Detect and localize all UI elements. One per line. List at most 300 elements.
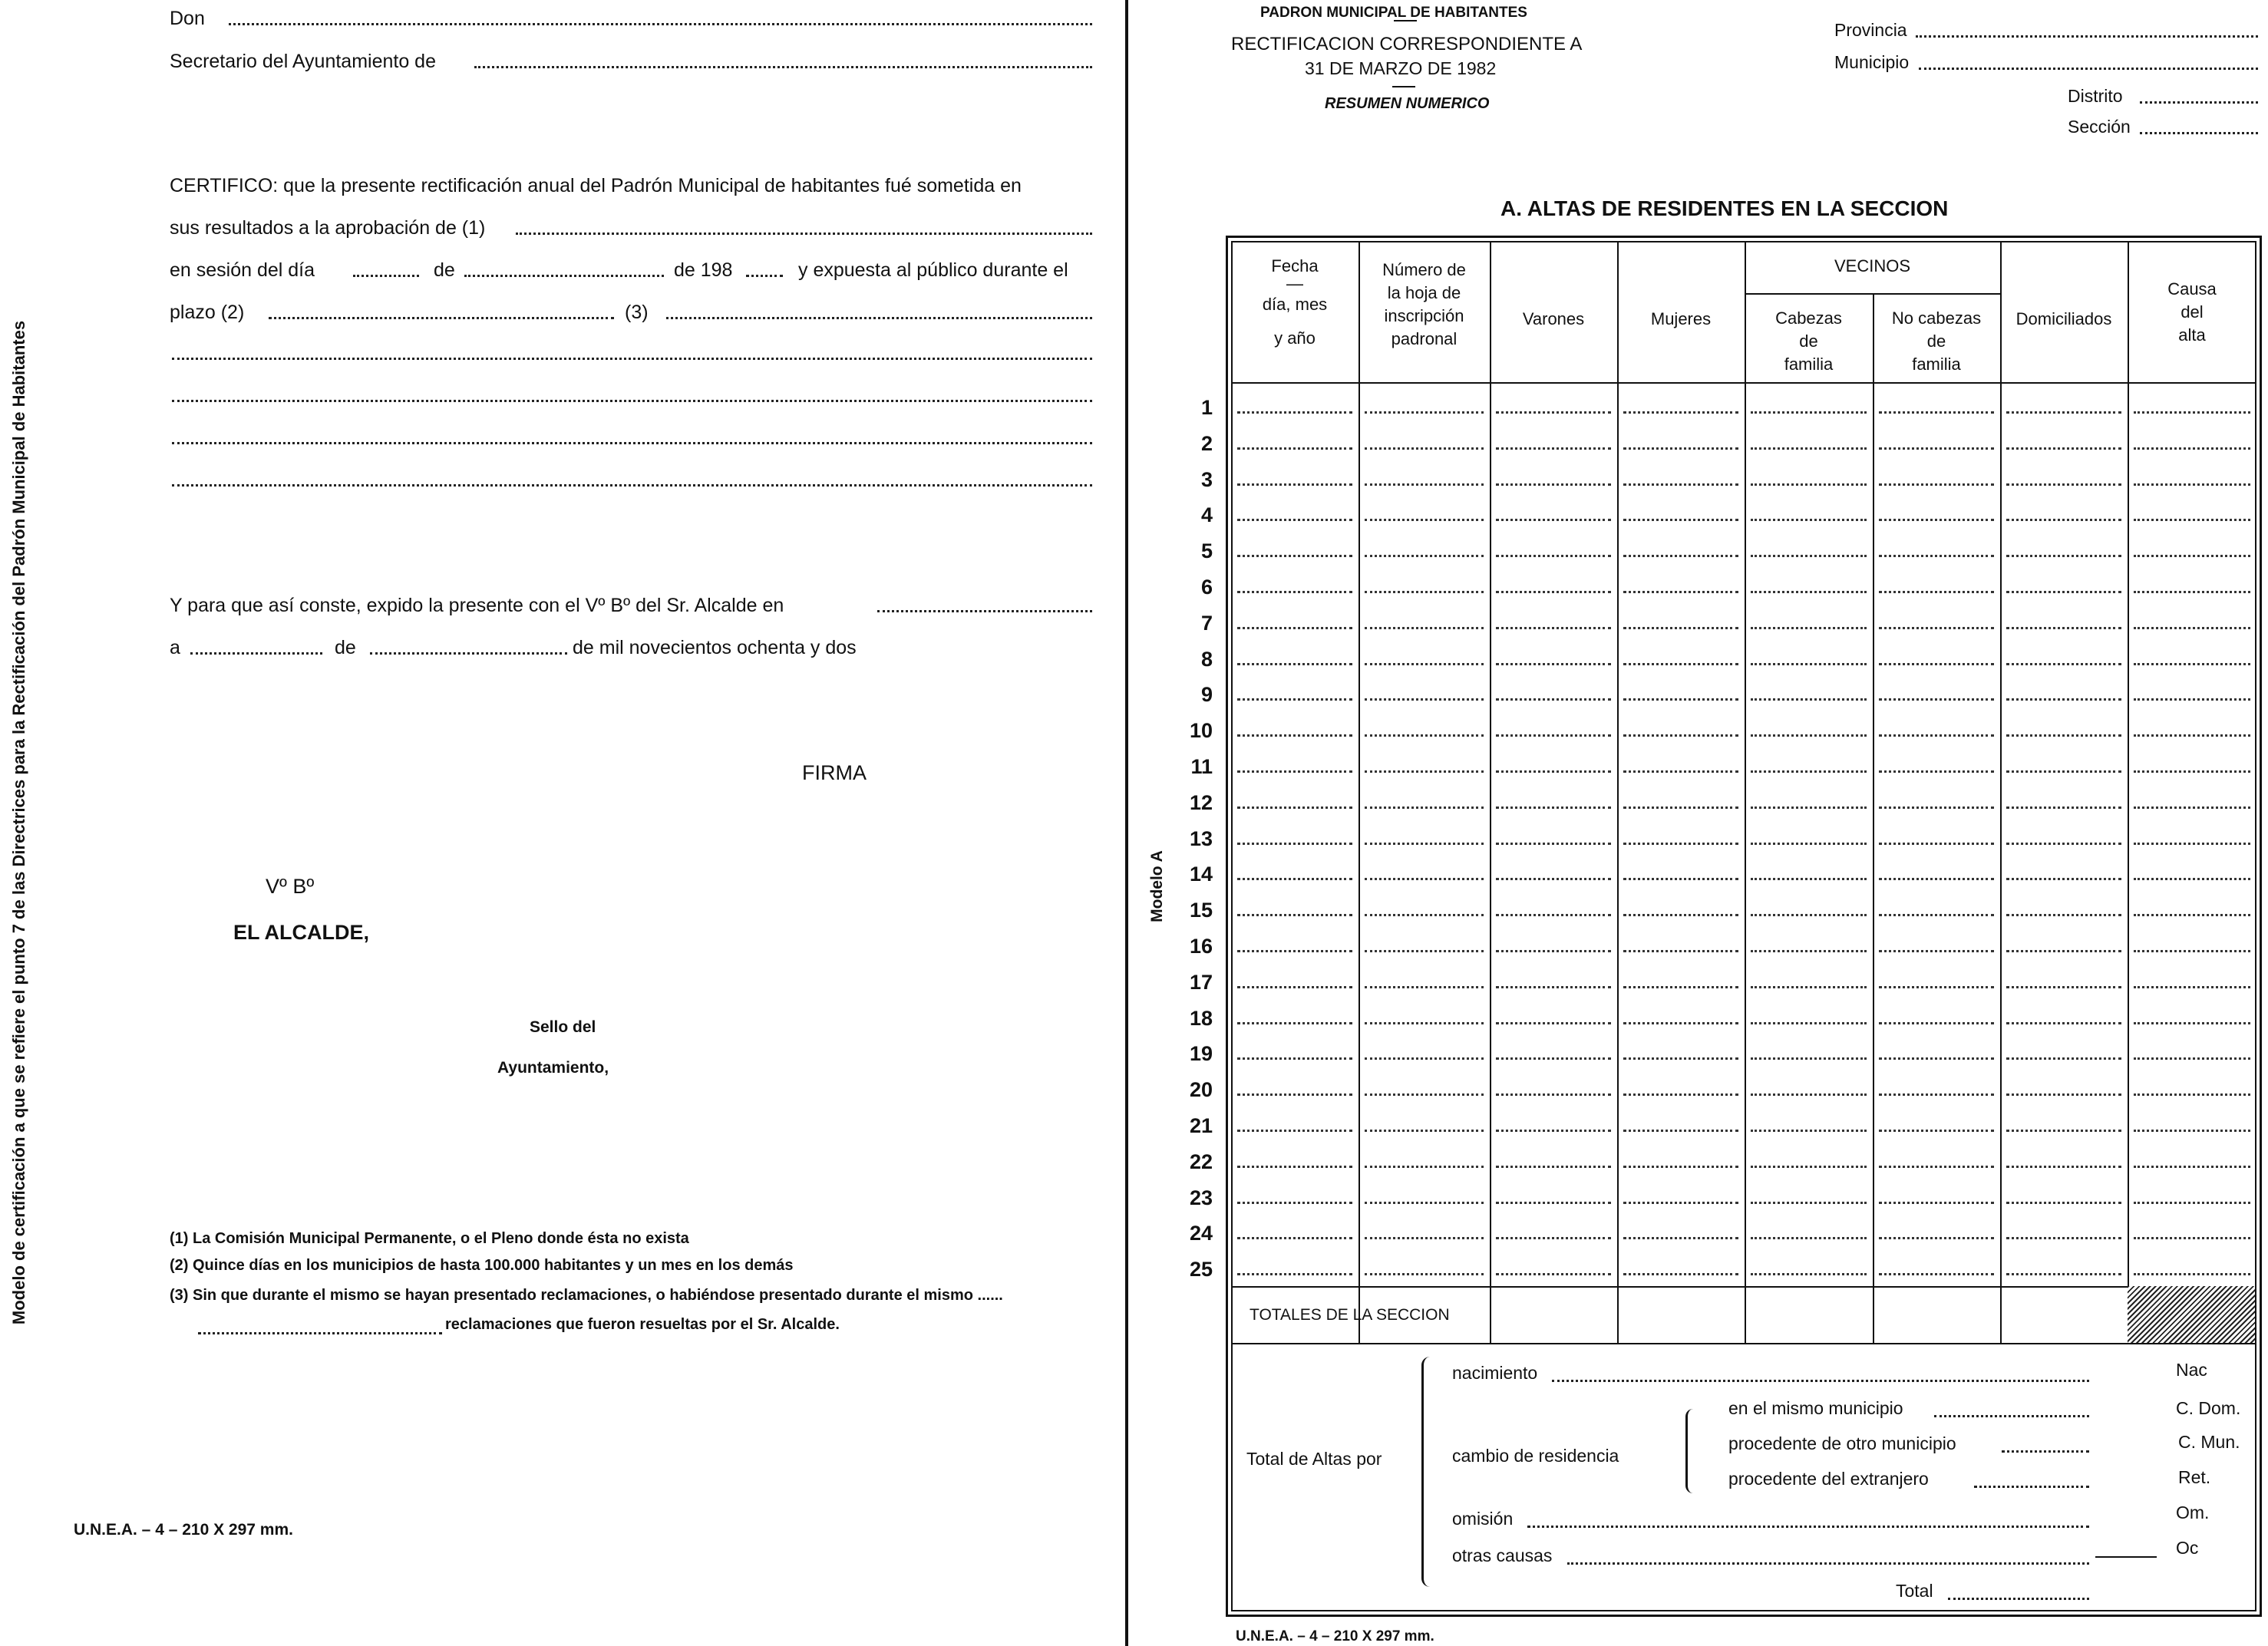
sesion-de-label: de — [434, 259, 455, 281]
table-cell-field[interactable] — [1365, 1057, 1484, 1060]
secretario-label: Secretario del Ayuntamiento de — [170, 51, 436, 72]
table-cell-field[interactable] — [1237, 1202, 1352, 1204]
row-number: 8 — [1200, 647, 1213, 671]
col-line-4 — [1745, 241, 1746, 1343]
firma-label: FIRMA — [802, 761, 867, 784]
de2-label: de — [335, 637, 356, 658]
table-cell-field[interactable] — [1496, 627, 1611, 629]
table-cell-field[interactable] — [1879, 447, 1994, 450]
table-cell-field[interactable] — [1879, 663, 1994, 665]
table-cell-field[interactable] — [1496, 411, 1611, 414]
table-cell-field[interactable] — [1751, 591, 1867, 593]
provincia-field[interactable] — [1916, 35, 2258, 38]
table-cell-field[interactable] — [1365, 519, 1484, 521]
table-cell-field[interactable] — [1751, 878, 1867, 880]
table-cell-field[interactable] — [1496, 1057, 1611, 1060]
don-field[interactable] — [229, 23, 1092, 25]
table-cell-field[interactable] — [1365, 698, 1484, 701]
nac-code: Nac — [2176, 1360, 2207, 1380]
text-line-4[interactable] — [172, 484, 1092, 487]
table-cell-field[interactable] — [1623, 1166, 1738, 1168]
table-cell-field[interactable] — [2134, 734, 2250, 737]
aprobacion-field[interactable] — [516, 233, 1092, 235]
table-cell-field[interactable] — [2134, 591, 2250, 593]
conste-field[interactable] — [877, 610, 1092, 612]
table-cell-field[interactable] — [2006, 1237, 2121, 1239]
table-cell-field[interactable] — [1237, 950, 1352, 952]
plazo-field[interactable] — [269, 317, 614, 319]
table-cell-field[interactable] — [2006, 950, 2121, 952]
table-cell-field[interactable] — [1879, 878, 1994, 880]
provincia-label: Provincia — [1834, 20, 1907, 40]
table-cell-field[interactable] — [1623, 734, 1738, 737]
table-cell-field[interactable] — [2006, 807, 2121, 809]
sesion-label: en sesión del día — [170, 259, 315, 281]
table-cell-field[interactable] — [1623, 1273, 1738, 1275]
otras-causas-label: otras causas — [1452, 1545, 1553, 1565]
table-cell-field[interactable] — [2006, 986, 2121, 988]
alcalde-label: EL ALCALDE, — [233, 921, 370, 944]
table-cell-field[interactable] — [1751, 950, 1867, 952]
table-cell-field[interactable] — [2006, 770, 2121, 773]
total-field[interactable] — [1948, 1598, 2089, 1600]
table-cell-field[interactable] — [2006, 1022, 2121, 1024]
table-cell-field[interactable] — [1879, 1237, 1994, 1239]
table-cell-field[interactable] — [2006, 878, 2121, 880]
table-cell-field[interactable] — [1365, 1273, 1484, 1275]
note-3-cont: reclamaciones que fueron resueltas por el Sr. Alcalde. — [445, 1316, 840, 1333]
table-cell-field[interactable] — [1623, 1130, 1738, 1132]
omision-label: omisión — [1452, 1509, 1514, 1529]
table-cell-field[interactable] — [1751, 1273, 1867, 1275]
text-line-3[interactable] — [172, 442, 1092, 444]
page-divider — [1125, 0, 1128, 1646]
table-cell-field[interactable] — [1237, 447, 1352, 450]
table-cell-field[interactable] — [1237, 770, 1352, 773]
table-cell-field[interactable] — [1237, 483, 1352, 486]
col-line-2 — [1490, 241, 1491, 1343]
municipio-label: Municipio — [1834, 52, 1910, 72]
table-cell-field[interactable] — [1237, 555, 1352, 557]
row-number: 22 — [1189, 1150, 1213, 1173]
col-vecinos-header: VECINOS — [1834, 256, 1911, 275]
otro-municipio-field[interactable] — [2002, 1450, 2089, 1453]
cambio-label: cambio de residencia — [1452, 1446, 1619, 1466]
table-cell-field[interactable] — [1623, 914, 1738, 916]
table-cell-field[interactable] — [2134, 483, 2250, 486]
table-cell-field[interactable] — [2006, 734, 2121, 737]
seccion-field[interactable] — [2140, 132, 2258, 134]
table-cell-field[interactable] — [1879, 950, 1994, 952]
table-cell-field[interactable] — [1751, 1057, 1867, 1060]
table-cell-field[interactable] — [1365, 591, 1484, 593]
de-198-label: de 198 — [674, 259, 733, 281]
totales-top-rule — [1231, 1286, 2256, 1288]
table-cell-field[interactable] — [1623, 950, 1738, 952]
table-cell-field[interactable] — [1365, 627, 1484, 629]
table-cell-field[interactable] — [1496, 1273, 1611, 1275]
table-cell-field[interactable] — [1237, 1093, 1352, 1096]
table-cell-field[interactable] — [2134, 555, 2250, 557]
table-cell-field[interactable] — [2006, 555, 2121, 557]
table-cell-field[interactable] — [1496, 914, 1611, 916]
table-cell-field[interactable] — [1496, 555, 1611, 557]
table-cell-field[interactable] — [2134, 1202, 2250, 1204]
table-cell-field[interactable] — [1879, 914, 1994, 916]
table-cell-field[interactable] — [1237, 1166, 1352, 1168]
table-cell-field[interactable] — [1879, 1273, 1994, 1275]
table-cell-field[interactable] — [1751, 986, 1867, 988]
table-cell-field[interactable] — [1623, 483, 1738, 486]
table-cell-field[interactable] — [1879, 734, 1994, 737]
table-cell-field[interactable] — [1365, 1130, 1484, 1132]
table-cell-field[interactable] — [2134, 1022, 2250, 1024]
table-cell-field[interactable] — [1879, 807, 1994, 809]
table-cell-field[interactable] — [1496, 663, 1611, 665]
table-cell-field[interactable] — [2006, 411, 2121, 414]
note-1: (1) La Comisión Municipal Permanente, o el Pleno donde ésta no exista — [170, 1230, 689, 1247]
table-cell-field[interactable] — [1496, 1166, 1611, 1168]
row-number: 6 — [1200, 576, 1213, 599]
text-line-2[interactable] — [172, 400, 1092, 402]
table-cell-field[interactable] — [2006, 1273, 2121, 1275]
table-cell-field[interactable] — [1751, 1166, 1867, 1168]
municipio-field[interactable] — [1919, 68, 2258, 70]
table-cell-field[interactable] — [1365, 1166, 1484, 1168]
fecha-mes-field[interactable] — [370, 652, 567, 655]
table-cell-field[interactable] — [1623, 447, 1738, 450]
table-cell-field[interactable] — [2134, 519, 2250, 521]
table-cell-field[interactable] — [1365, 1022, 1484, 1024]
sesion-anio-field[interactable] — [746, 275, 783, 277]
table-cell-field[interactable] — [2134, 950, 2250, 952]
row-number: 4 — [1200, 503, 1213, 527]
table-cell-field[interactable] — [1879, 1202, 1994, 1204]
table-cell-field[interactable] — [1751, 914, 1867, 916]
table-cell-field[interactable] — [1623, 1057, 1738, 1060]
col-line-3 — [1617, 241, 1619, 1343]
table-cell-field[interactable] — [1879, 591, 1994, 593]
seccion-label: Sección — [2068, 117, 2131, 137]
table-cell-field[interactable] — [1879, 483, 1994, 486]
sesion-mes-field[interactable] — [464, 275, 664, 277]
row-number: 13 — [1189, 826, 1213, 850]
table-cell-field[interactable] — [1879, 555, 1994, 557]
table-cell-field[interactable] — [1879, 986, 1994, 988]
oc-code: Oc — [2176, 1538, 2199, 1558]
distrito-field[interactable] — [2140, 101, 2258, 104]
table-cell-field[interactable] — [1879, 1166, 1994, 1168]
table-cell-field[interactable] — [1879, 1057, 1994, 1060]
left-footer: U.N.E.A. – 4 – 210 X 297 mm. — [74, 1521, 293, 1539]
table-cell-field[interactable] — [1751, 483, 1867, 486]
table-cell-field[interactable] — [2006, 627, 2121, 629]
table-cell-field[interactable] — [1237, 807, 1352, 809]
table-cell-field[interactable] — [1237, 411, 1352, 414]
table-cell-field[interactable] — [1751, 1093, 1867, 1096]
table-cell-field[interactable] — [1751, 1237, 1867, 1239]
header-line3: 31 DE MARZO DE 1982 — [1305, 58, 1497, 78]
table-cell-field[interactable] — [2006, 1202, 2121, 1204]
table-cell-field[interactable] — [1496, 1022, 1611, 1024]
table-cell-field[interactable] — [1879, 843, 1994, 845]
table-cell-field[interactable] — [1751, 627, 1867, 629]
otras-causas-rule — [2095, 1556, 2157, 1558]
table-cell-field[interactable] — [1496, 1093, 1611, 1096]
header-rule-2 — [1392, 86, 1415, 87]
row-number: 16 — [1189, 935, 1213, 958]
ayuntamiento-field[interactable] — [474, 66, 1092, 68]
note-3-field[interactable] — [198, 1332, 442, 1334]
table-cell-field[interactable] — [1496, 447, 1611, 450]
table-cell-field[interactable] — [2006, 1093, 2121, 1096]
table-cell-field[interactable] — [1751, 411, 1867, 414]
table-cell-field[interactable] — [2134, 1237, 2250, 1239]
side-caption: Modelo de certificación a que se refiere el punto 7 de las Directrices para la Rectificación del Padrón Municipal de Habitantes — [9, 320, 28, 1325]
table-cell-field[interactable] — [1623, 843, 1738, 845]
table-cell-field[interactable] — [1365, 986, 1484, 988]
total-altas-label: Total de Altas por — [1246, 1449, 1382, 1469]
table-cell-field[interactable] — [2134, 914, 2250, 916]
table-cell-field[interactable] — [1879, 1130, 1994, 1132]
table-cell-field[interactable] — [2134, 1130, 2250, 1132]
table-cell-field[interactable] — [1623, 698, 1738, 701]
table-cell-field[interactable] — [1751, 807, 1867, 809]
otras-causas-field[interactable] — [1567, 1562, 2089, 1565]
table-cell-field[interactable] — [1365, 950, 1484, 952]
table-cell-field[interactable] — [1237, 1237, 1352, 1239]
table-cell-field[interactable] — [1365, 878, 1484, 880]
table-cell-field[interactable] — [1365, 1237, 1484, 1239]
table-cell-field[interactable] — [1751, 698, 1867, 701]
table-cell-field[interactable] — [1623, 986, 1738, 988]
table-cell-field[interactable] — [1879, 770, 1994, 773]
ref3-field[interactable] — [666, 317, 1092, 319]
right-footer: U.N.E.A. – 4 – 210 X 297 mm. — [1236, 1628, 1434, 1644]
row-number: 3 — [1200, 467, 1213, 491]
table-cell-field[interactable] — [1623, 627, 1738, 629]
table-cell-field[interactable] — [1496, 770, 1611, 773]
table-cell-field[interactable] — [2006, 914, 2121, 916]
table-cell-field[interactable] — [1496, 1130, 1611, 1132]
table-cell-field[interactable] — [2134, 1273, 2250, 1275]
table-cell-field[interactable] — [1623, 519, 1738, 521]
fecha-dia-field[interactable] — [190, 652, 322, 655]
table-cell-field[interactable] — [1365, 411, 1484, 414]
table-cell-field[interactable] — [2134, 843, 2250, 845]
sesion-dia-field[interactable] — [353, 275, 419, 277]
row-number: 12 — [1189, 790, 1213, 814]
table-cell-field[interactable] — [1496, 878, 1611, 880]
table-cell-field[interactable] — [1365, 914, 1484, 916]
table-cell-field[interactable] — [1365, 1093, 1484, 1096]
row-number: 14 — [1189, 863, 1213, 886]
table-cell-field[interactable] — [1751, 1130, 1867, 1132]
table-cell-field[interactable] — [1237, 914, 1352, 916]
table-cell-field[interactable] — [1623, 411, 1738, 414]
table-cell-field[interactable] — [1237, 1022, 1352, 1024]
table-cell-field[interactable] — [1496, 843, 1611, 845]
table-cell-field[interactable] — [1496, 698, 1611, 701]
table-cell-field[interactable] — [1237, 878, 1352, 880]
table-cell-field[interactable] — [1365, 770, 1484, 773]
table-cell-field[interactable] — [1496, 734, 1611, 737]
col-line-1 — [1358, 241, 1360, 1343]
table-cell-field[interactable] — [1623, 555, 1738, 557]
table-cell-field[interactable] — [1751, 447, 1867, 450]
cmun-code: C. Mun. — [2178, 1432, 2240, 1452]
certifico-line1: CERTIFICO: que la presente rectificación anual del Padrón Municipal de habitantes fué sometida en — [170, 175, 1022, 196]
table-cell-field[interactable] — [1365, 555, 1484, 557]
table-cell-field[interactable] — [2134, 986, 2250, 988]
table-cell-field[interactable] — [2134, 1057, 2250, 1060]
table-cell-field[interactable] — [1237, 734, 1352, 737]
table-cell-field[interactable] — [1237, 627, 1352, 629]
nacimiento-label: nacimiento — [1452, 1363, 1538, 1383]
table-cell-field[interactable] — [1237, 986, 1352, 988]
note-2: (2) Quince días en los municipios de hasta 100.000 habitantes y un mes en los demás — [170, 1257, 794, 1274]
conste-line: Y para que así conste, expido la presente con el Vº Bº del Sr. Alcalde en — [170, 595, 784, 616]
table-cell-field[interactable] — [2006, 447, 2121, 450]
table-cell-field[interactable] — [1751, 519, 1867, 521]
sello-line2: Ayuntamiento, — [497, 1059, 609, 1077]
table-cell-field[interactable] — [2134, 627, 2250, 629]
nacimiento-field[interactable] — [1552, 1380, 2089, 1382]
a-label: a — [170, 637, 180, 658]
om-code: Om. — [2176, 1503, 2210, 1522]
table-cell-field[interactable] — [1751, 555, 1867, 557]
row-number: 17 — [1189, 970, 1213, 994]
table-cell-field[interactable] — [1365, 483, 1484, 486]
table-cell-field[interactable] — [1879, 519, 1994, 521]
table-cell-field[interactable] — [1623, 770, 1738, 773]
table-cell-field[interactable] — [1496, 591, 1611, 593]
table-cell-field[interactable] — [2134, 698, 2250, 701]
row-number: 5 — [1200, 539, 1213, 563]
table-cell-field[interactable] — [1623, 807, 1738, 809]
table-cell-field[interactable] — [2006, 1166, 2121, 1168]
table-cell-field[interactable] — [1365, 447, 1484, 450]
table-cell-field[interactable] — [1237, 591, 1352, 593]
left-brace — [1421, 1357, 1431, 1587]
table-cell-field[interactable] — [1879, 1093, 1994, 1096]
table-cell-field[interactable] — [1237, 1273, 1352, 1275]
row-number: 24 — [1189, 1222, 1213, 1245]
extranjero-field[interactable] — [1974, 1486, 2089, 1488]
table-cell-field[interactable] — [1365, 1202, 1484, 1204]
table-cell-field[interactable] — [1496, 1237, 1611, 1239]
col-cabezas-header: Cabezas de familia — [1775, 308, 1842, 374]
text-line-1[interactable] — [172, 358, 1092, 360]
table-cell-field[interactable] — [2134, 663, 2250, 665]
col-varones-header: Varones — [1522, 309, 1585, 328]
table-cell-field[interactable] — [1496, 807, 1611, 809]
table-cell-field[interactable] — [1623, 1237, 1738, 1239]
row-number: 1 — [1200, 396, 1213, 419]
table-cell-field[interactable] — [1623, 1202, 1738, 1204]
table-cell-field[interactable] — [1751, 770, 1867, 773]
table-cell-field[interactable] — [2006, 1057, 2121, 1060]
table-cell-field[interactable] — [1751, 663, 1867, 665]
table-cell-field[interactable] — [1879, 1022, 1994, 1024]
table-cell-field[interactable] — [2134, 1093, 2250, 1096]
table-cell-field[interactable] — [2006, 591, 2121, 593]
row-number: 23 — [1189, 1186, 1213, 1209]
table-cell-field[interactable] — [2006, 663, 2121, 665]
table-cell-field[interactable] — [1879, 411, 1994, 414]
table-cell-field[interactable] — [1496, 519, 1611, 521]
table-cell-field[interactable] — [2134, 411, 2250, 414]
table-cell-field[interactable] — [2006, 843, 2121, 845]
table-cell-field[interactable] — [2006, 1130, 2121, 1132]
table-cell-field[interactable] — [1496, 950, 1611, 952]
row-number: 7 — [1200, 611, 1213, 635]
total-label: Total — [1896, 1581, 1933, 1601]
table-cell-field[interactable] — [1237, 519, 1352, 521]
table-cell-field[interactable] — [2006, 698, 2121, 701]
table-cell-field[interactable] — [1623, 591, 1738, 593]
extranjero-label: procedente del extranjero — [1728, 1469, 1929, 1489]
table-cell-field[interactable] — [1496, 986, 1611, 988]
table-cell-field[interactable] — [1365, 807, 1484, 809]
ref3-label: (3) — [625, 302, 649, 323]
table-cell-field[interactable] — [1237, 1057, 1352, 1060]
col-line-6 — [2000, 241, 2002, 1343]
table-cell-field[interactable] — [1237, 843, 1352, 845]
table-cell-field[interactable] — [1751, 734, 1867, 737]
table-cell-field[interactable] — [1751, 1202, 1867, 1204]
table-cell-field[interactable] — [1496, 483, 1611, 486]
table-cell-field[interactable] — [1237, 1130, 1352, 1132]
mismo-municipio-field[interactable] — [1934, 1415, 2089, 1417]
header-line4: RESUMEN NUMERICO — [1325, 95, 1490, 112]
table-cell-field[interactable] — [1365, 843, 1484, 845]
row-number: 25 — [1189, 1258, 1213, 1282]
row-number: 9 — [1200, 683, 1213, 707]
table-cell-field[interactable] — [1623, 1093, 1738, 1096]
table-cell-field[interactable] — [2006, 483, 2121, 486]
table-cell-field[interactable] — [2134, 447, 2250, 450]
table-cell-field[interactable] — [1237, 698, 1352, 701]
table-cell-field[interactable] — [2134, 1166, 2250, 1168]
section-title: A. ALTAS DE RESIDENTES EN LA SECCION — [1500, 196, 1949, 220]
table-cell-field[interactable] — [2134, 770, 2250, 773]
table-cell-field[interactable] — [1496, 1202, 1611, 1204]
omision-field[interactable] — [1527, 1526, 2089, 1528]
header-line2: RECTIFICACION CORRESPONDIENTE A — [1231, 34, 1583, 54]
table-cell-field[interactable] — [2134, 807, 2250, 809]
vecinos-rule — [1745, 293, 2000, 295]
col-mujeres-header: Mujeres — [1650, 309, 1712, 328]
table-cell-field[interactable] — [1751, 1022, 1867, 1024]
don-label: Don — [170, 8, 205, 29]
ret-code: Ret. — [2178, 1467, 2211, 1487]
table-cell-field[interactable] — [1365, 734, 1484, 737]
table-cell-field[interactable] — [2134, 878, 2250, 880]
table-cell-field[interactable] — [1623, 878, 1738, 880]
table-cell-field[interactable] — [2006, 519, 2121, 521]
table-cell-field[interactable] — [1623, 1022, 1738, 1024]
table-cell-field[interactable] — [1623, 663, 1738, 665]
table-cell-field[interactable] — [1365, 663, 1484, 665]
row-number: 2 — [1200, 431, 1213, 455]
table-cell-field[interactable] — [1751, 843, 1867, 845]
table-cell-field[interactable] — [1879, 627, 1994, 629]
table-cell-field[interactable] — [1237, 663, 1352, 665]
note-3: (3) Sin que durante el mismo se hayan presentado reclamaciones, o habiéndose presentado durante el mismo ...... — [170, 1287, 1003, 1304]
table-cell-field[interactable] — [1879, 698, 1994, 701]
col-fecha-header: Fecha — día, mes y año — [1262, 256, 1328, 348]
